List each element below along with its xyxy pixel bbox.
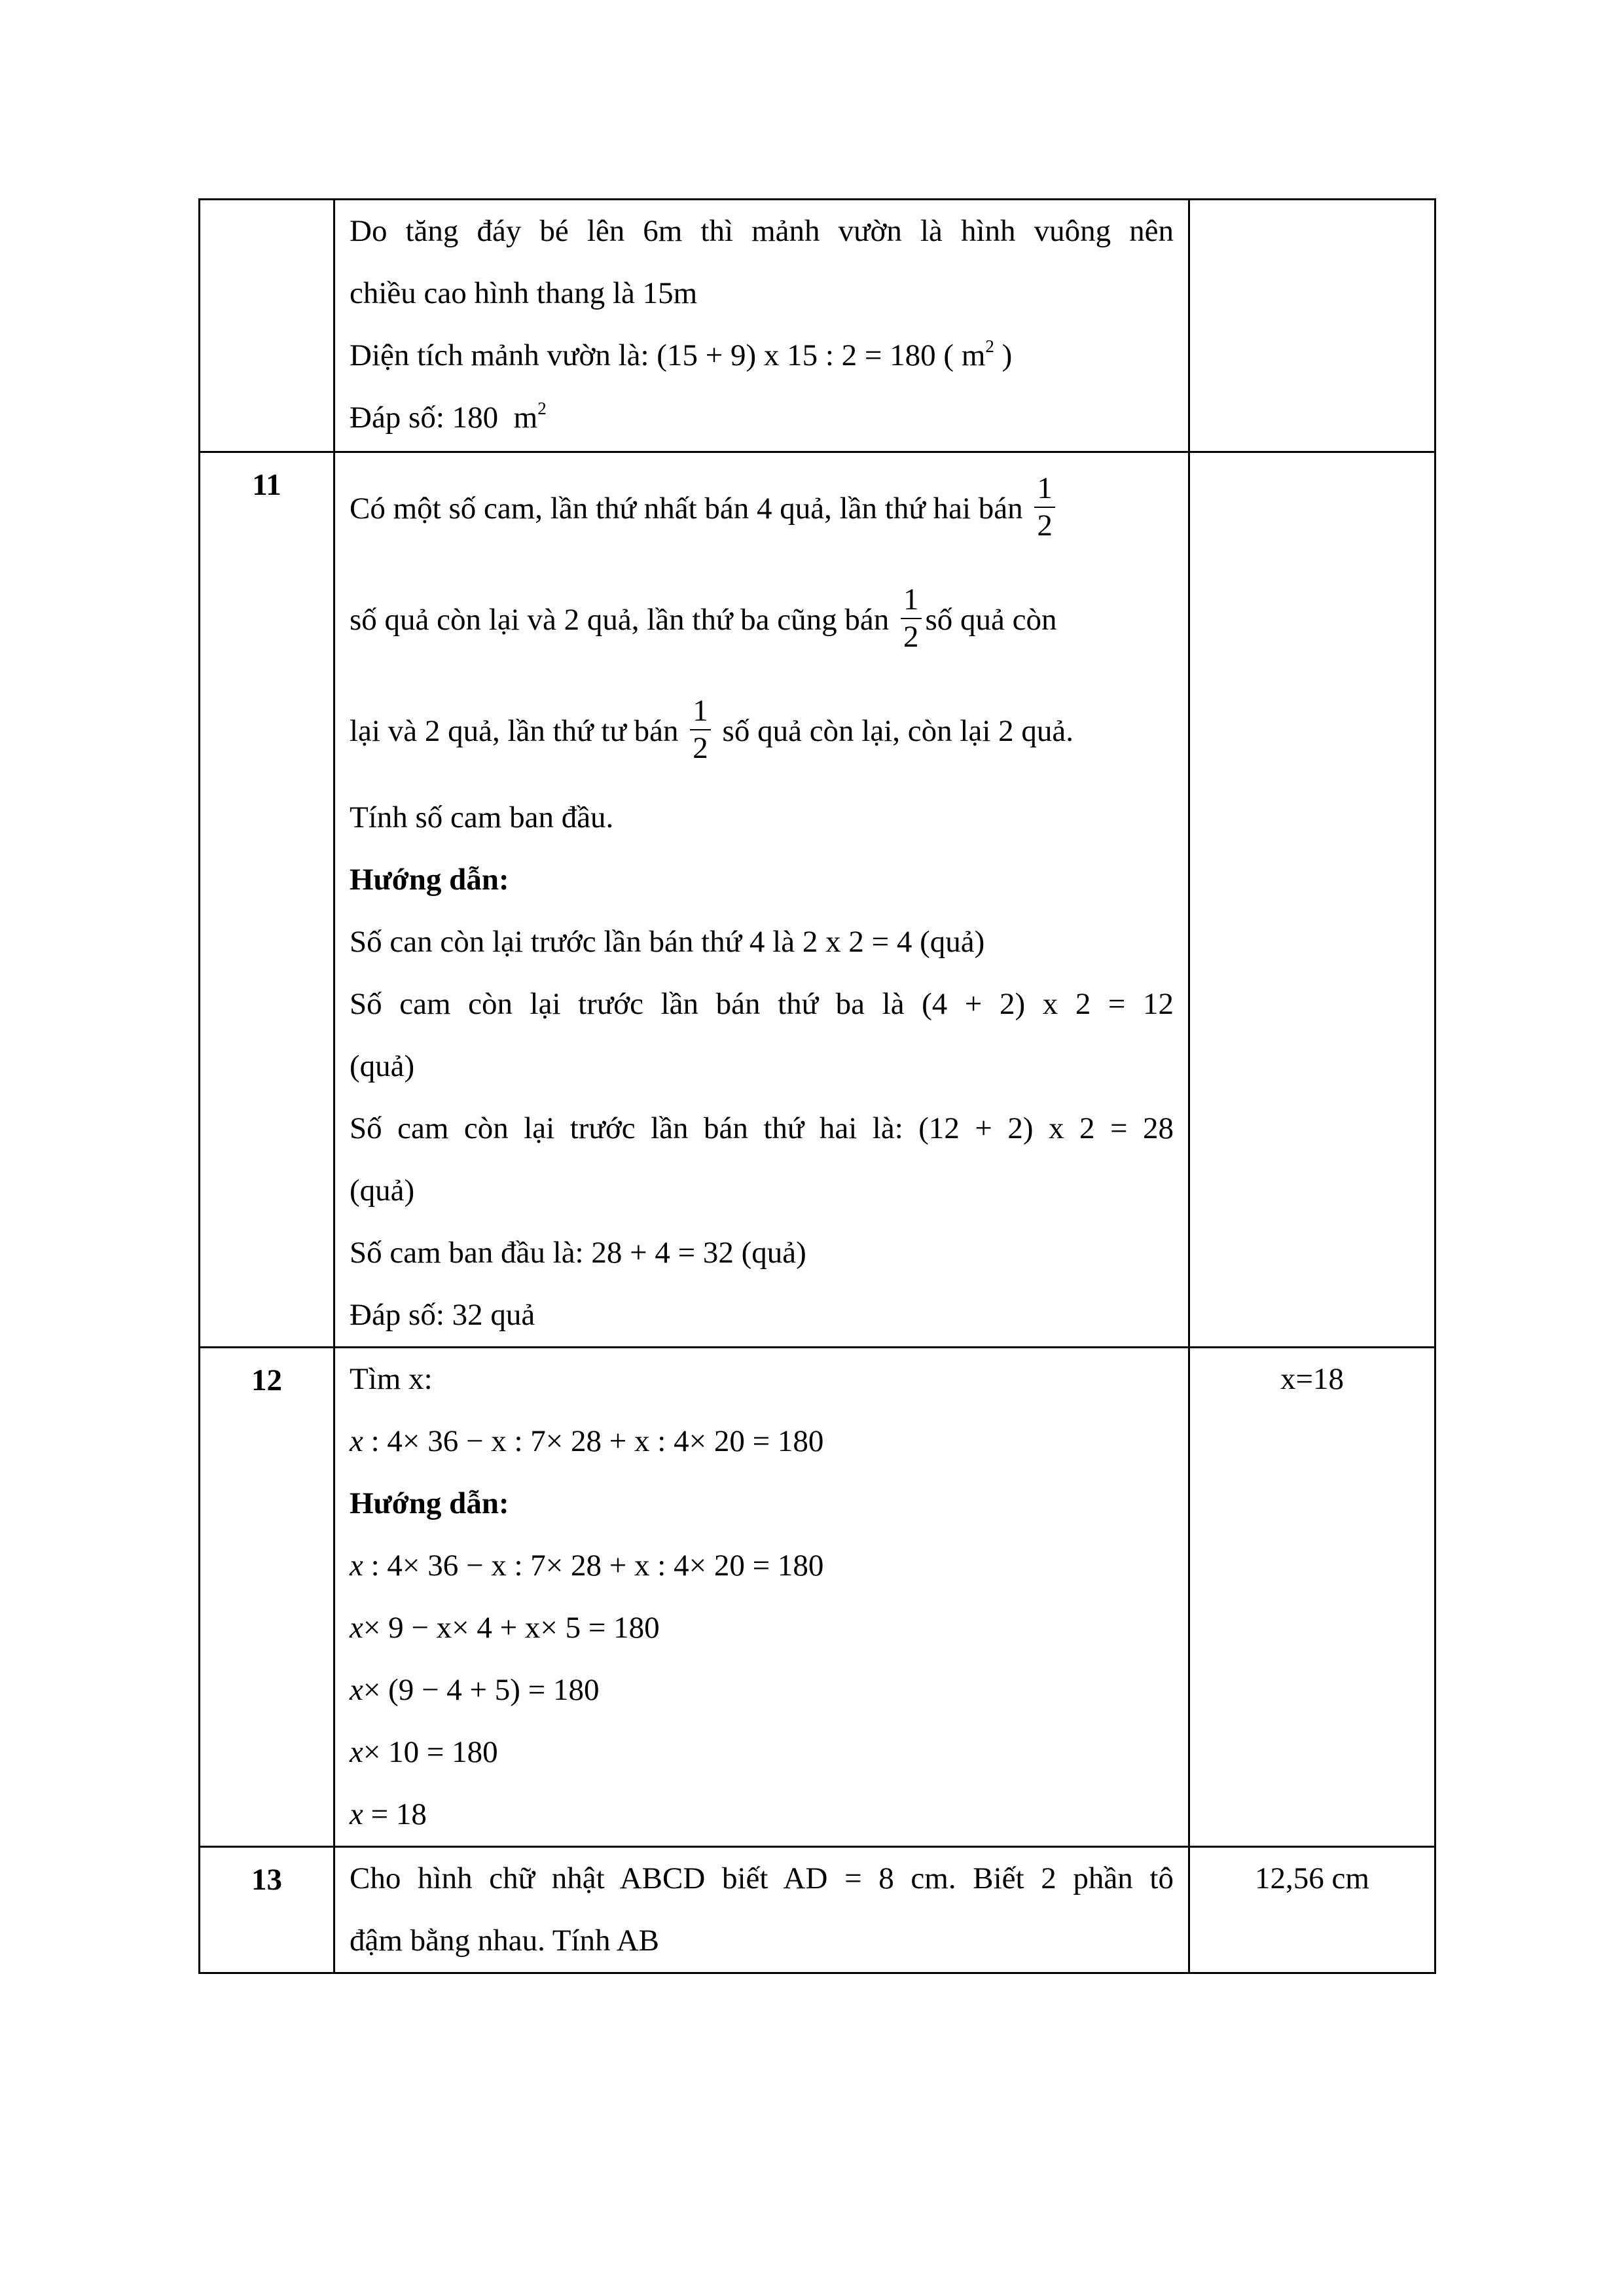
equation-text: × (9 − 4 + 5) = 180: [363, 1673, 600, 1707]
numerator: 1: [1034, 473, 1055, 508]
text-line: Số cam ban đầu là: 28 + 4 = 32 (quả): [350, 1236, 806, 1270]
problem-text: số quả còn lại và 2 quả, lần thứ ba cũng bán: [350, 603, 890, 637]
equation: [350, 1597, 1174, 1659]
answer-cell: 12,56 cm: [1189, 1847, 1435, 1973]
solution-cell: [334, 200, 1189, 452]
text-line: Số cam còn lại trước lần bán thứ ba là (4 + 2) x 2 = 12: [350, 987, 1174, 1021]
table-row: [200, 1847, 1435, 1973]
problem-text: số quả còn lại, còn lại 2 quả.: [722, 714, 1074, 748]
guide-heading: Hướng dẫn:: [350, 863, 509, 897]
text-line: [350, 564, 1174, 675]
problem-number: 12: [200, 1348, 334, 1847]
text-line: Số can còn lại trước lần bán thứ 4 là 2 x 2 = 4 (quả): [350, 925, 985, 959]
equation-text: : 4× 36 − x : 7× 28 + x : 4× 20 = 180: [370, 1424, 824, 1458]
problem-text: Có một số cam, lần thứ nhất bán 4 quả, lần thứ hai bán: [350, 492, 1023, 526]
denominator: 2: [1037, 509, 1053, 543]
text-line: Tính số cam ban đầu.: [350, 800, 614, 834]
denominator: 2: [693, 731, 708, 766]
denominator: 2: [903, 620, 919, 655]
variable: x: [350, 1797, 363, 1831]
answer-cell: x=18: [1189, 1348, 1435, 1847]
equation: [350, 1659, 1174, 1721]
equation-text: = 18: [370, 1797, 427, 1831]
unit: m: [961, 338, 986, 372]
text-line: Do tăng đáy bé lên 6m thì mảnh vườn là hình vuông nên: [350, 214, 1174, 248]
exponent: 2: [537, 399, 547, 418]
solution-cell: [334, 452, 1189, 1348]
fraction: [1034, 473, 1055, 541]
exponent: 2: [985, 336, 994, 356]
answer-table: [198, 198, 1436, 1974]
variable: x: [350, 1735, 363, 1769]
equation-text: × 10 = 180: [363, 1735, 498, 1769]
text-line: Số cam còn lại trước lần bán thứ hai là: (12 + 2) x 2 = 28: [350, 1111, 1174, 1145]
unit: m: [513, 401, 538, 435]
text-line: [350, 387, 1174, 449]
text-line: [350, 325, 1174, 387]
numerator: 1: [690, 696, 711, 730]
equation: [350, 1784, 1174, 1846]
variable: x: [350, 1424, 363, 1458]
text-line: Tìm x:: [350, 1362, 433, 1396]
text-line: [350, 453, 1174, 564]
problem-text: số quả còn: [925, 603, 1057, 637]
guide-heading: Hướng dẫn:: [350, 1486, 509, 1520]
equation: [350, 1721, 1174, 1784]
problem-text: lại và 2 quả, lần thứ tư bán: [350, 714, 679, 748]
text-line: (quả): [350, 1174, 415, 1208]
variable: x: [350, 1611, 363, 1645]
text-line: (quả): [350, 1049, 415, 1083]
problem-number: 13: [200, 1847, 334, 1973]
equation-text: : 4× 36 − x : 7× 28 + x : 4× 20 = 180: [370, 1549, 824, 1583]
answer-cell: [1189, 452, 1435, 1348]
text-line: Cho hình chữ nhật ABCD biết AD = 8 cm. Biết 2 phần tô: [350, 1861, 1174, 1895]
answer-cell: [1189, 200, 1435, 452]
fraction: [690, 696, 711, 764]
equation: [350, 1410, 1174, 1473]
paren: ): [1001, 338, 1013, 372]
numerator: 1: [901, 584, 922, 619]
solution-cell: [334, 1847, 1189, 1973]
table-row: [200, 200, 1435, 452]
area-calculation: Diện tích mảnh vườn là: (15 + 9) x 15 : 2 = 180 (: [350, 338, 954, 372]
text-line: đậm bằng nhau. Tính AB: [350, 1924, 660, 1958]
equation-text: × 9 − x× 4 + x× 5 = 180: [363, 1611, 660, 1645]
table-row: [200, 1348, 1435, 1847]
variable: x: [350, 1549, 363, 1583]
solution-cell: [334, 1348, 1189, 1847]
table-row: [200, 452, 1435, 1348]
variable: x: [350, 1673, 363, 1707]
text-line: [350, 675, 1174, 787]
problem-number: [200, 200, 334, 452]
text-line: Đáp số: 32 quả: [350, 1298, 535, 1332]
final-answer: Đáp số: 180: [350, 401, 499, 435]
equation: [350, 1535, 1174, 1597]
fraction: [901, 584, 922, 653]
text-line: chiều cao hình thang là 15m: [350, 276, 698, 310]
problem-number: 11: [200, 452, 334, 1348]
